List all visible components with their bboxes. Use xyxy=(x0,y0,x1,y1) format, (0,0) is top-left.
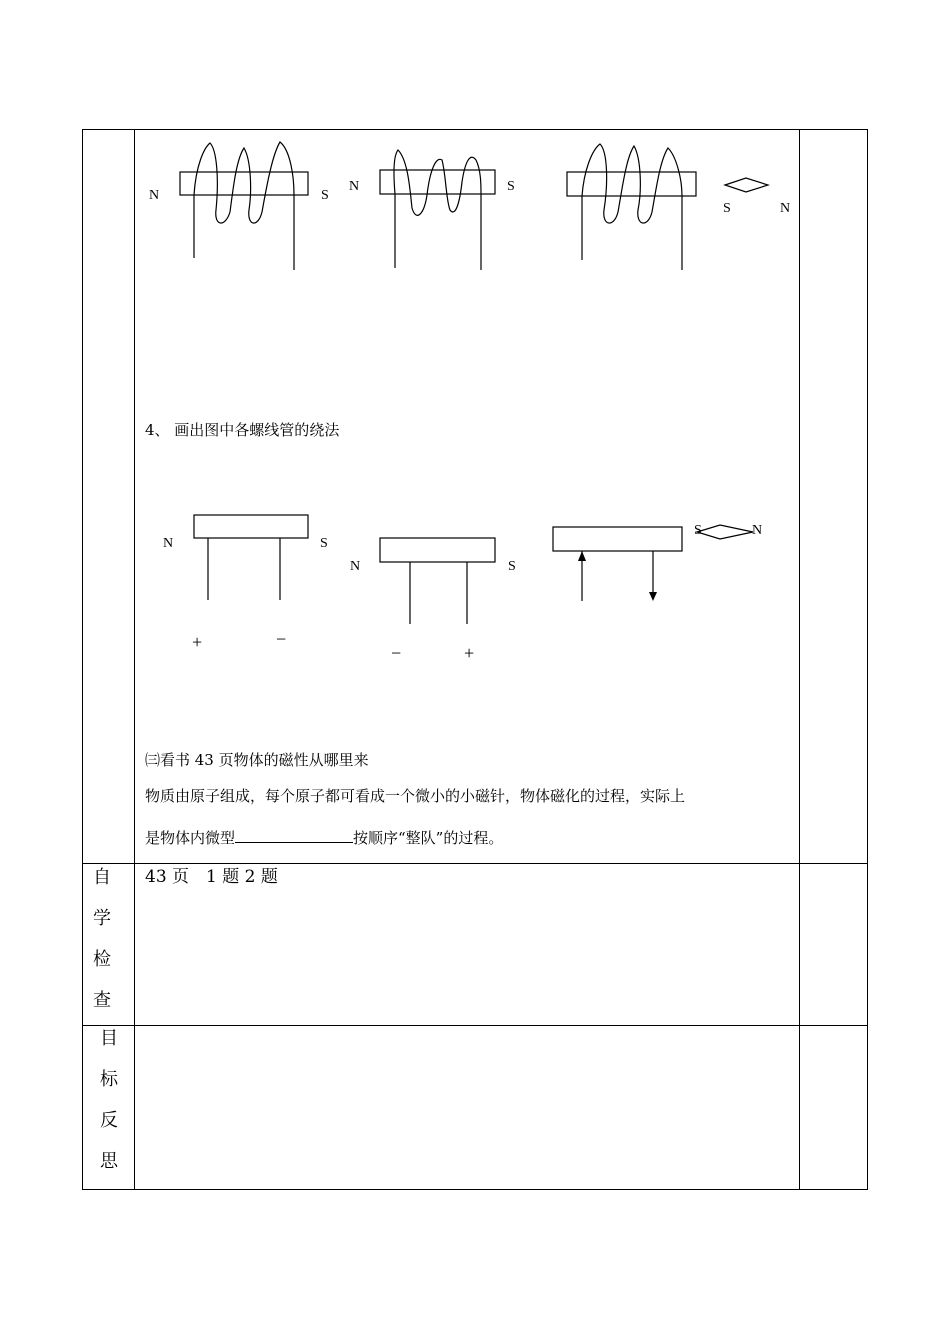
section-3-line-2 xyxy=(145,830,503,846)
self-check-heading-char: 自 xyxy=(93,867,111,888)
compass-needle-top xyxy=(725,178,768,192)
self-check-content: 43 页 1 题 2 题 xyxy=(145,867,278,887)
self-check-heading-char: 查 xyxy=(93,990,111,1011)
pole-label: N xyxy=(349,179,360,194)
terminal-sign: − xyxy=(391,643,402,663)
terminal-sign: − xyxy=(276,629,287,649)
compass-label: S xyxy=(694,523,702,538)
reflection-heading-char: 目 xyxy=(100,1028,118,1049)
section-3-title: ㈢看书 43 页物体的磁性从哪里来 xyxy=(145,751,369,769)
pole-label: S xyxy=(320,536,328,551)
pole-label: N xyxy=(350,559,361,574)
pole-label: S xyxy=(321,188,329,203)
line-2-start: 是物体内微型 xyxy=(145,829,236,847)
terminal-sign: + xyxy=(192,632,203,652)
pole-label: S xyxy=(507,179,515,194)
arrow-down-icon xyxy=(649,592,657,601)
line-2-end: 按顺序“整队”的过程。 xyxy=(353,829,504,847)
top-solenoid-2 xyxy=(380,150,495,270)
compass-label: S xyxy=(723,201,731,216)
top-solenoid-3 xyxy=(567,144,696,270)
top-solenoid-1 xyxy=(180,142,308,270)
reflection-heading-char: 标 xyxy=(100,1069,118,1090)
compass-label: N xyxy=(752,523,763,538)
pole-label: S xyxy=(508,559,516,574)
compass-label: N xyxy=(780,201,791,216)
arrow-up-icon xyxy=(578,551,586,561)
pole-label: N xyxy=(149,188,160,203)
question-4-title: 4、 画出图中各螺线管的绕法 xyxy=(145,421,340,439)
self-check-heading-char: 检 xyxy=(93,949,111,970)
terminal-sign: + xyxy=(464,643,475,663)
q4-solenoid-3 xyxy=(553,527,682,601)
section-3-line-1: 物质由原子组成，每个原子都可看成一个微小的小磁针，物体磁化的过程，实际上 xyxy=(145,787,686,805)
fill-in-blank[interactable] xyxy=(235,830,353,843)
reflection-heading-char: 思 xyxy=(100,1151,118,1172)
reflection-heading-char: 反 xyxy=(100,1110,118,1131)
pole-label: N xyxy=(163,536,174,551)
q4-solenoid-1 xyxy=(194,515,308,600)
self-check-heading-char: 学 xyxy=(93,908,111,929)
q4-solenoid-2 xyxy=(380,538,495,624)
compass-needle-q4 xyxy=(697,525,753,539)
